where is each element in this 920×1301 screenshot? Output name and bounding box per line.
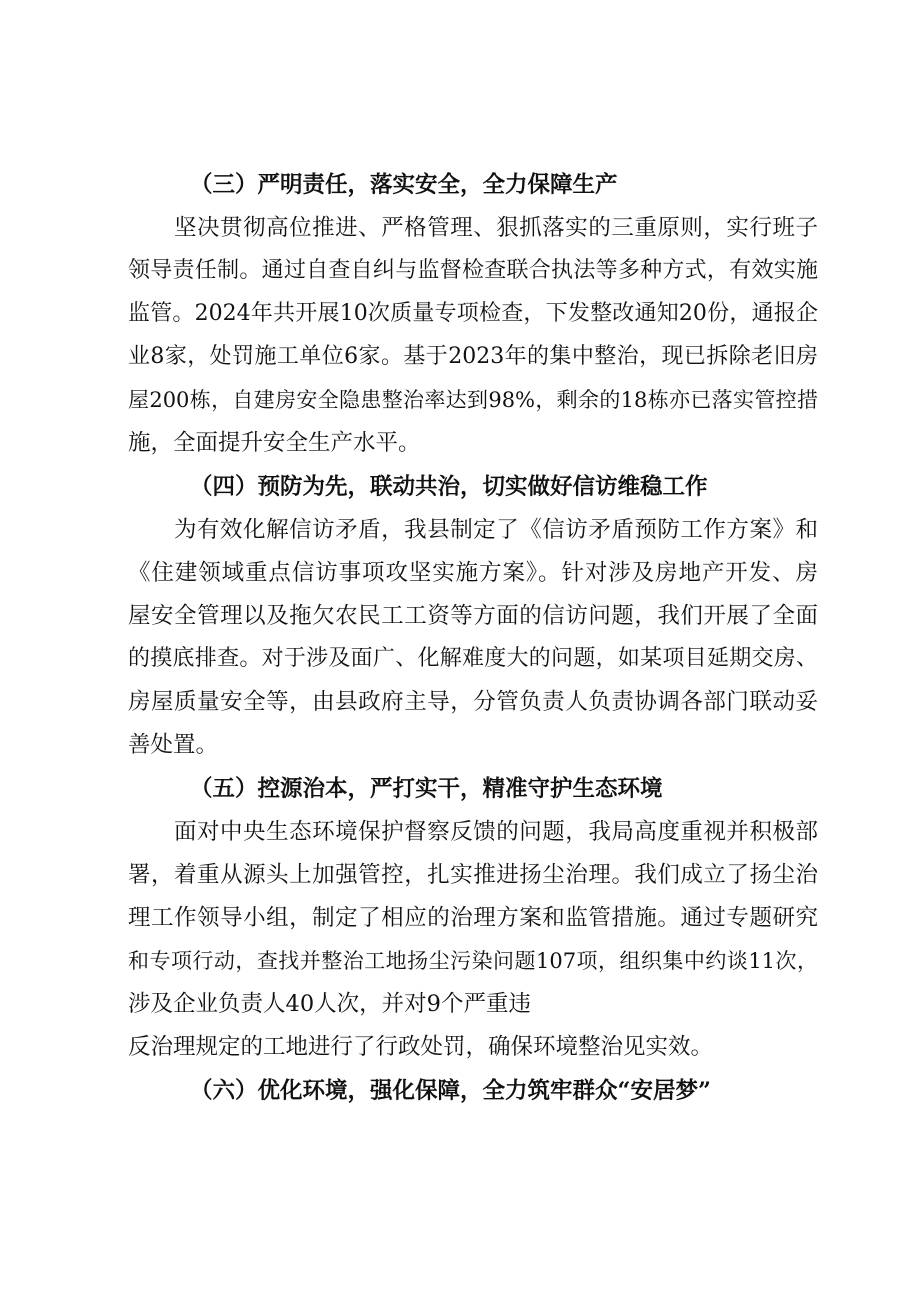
paragraph-line: 屋200栋，自建房安全隐患整治率达到98%，剩余的18栋亦已落实管控措: [128, 388, 818, 412]
paragraph-line: 领导责任制。通过自查自纠与监督检查联合执法等多种方式，有效实施: [128, 258, 818, 283]
paragraph-line: 理工作领导小组，制定了相应的治理方案和监管措施。通过专题研究: [128, 905, 818, 931]
paragraph-line: 署，着重从源头上加强管控，扎实推进扬尘治理。我们成立了扬尘治: [128, 862, 818, 888]
paragraph-line: 反治理规定的工地进行了行政处罚，确保环境整治见实效。: [128, 1034, 714, 1060]
paragraph-line: 坚决贯彻高位推进、严格管理、狠抓落实的三重原则，实行班子: [174, 215, 818, 241]
section-heading: （五）控源治本，严打实干，精准守护生态环境: [190, 776, 663, 802]
paragraph-line: 施，全面提升安全生产水平。: [128, 430, 421, 456]
paragraph-line: 善处置。: [128, 732, 219, 758]
paragraph-line: 涉及企业负责人40人次，并对9个严重违: [128, 991, 531, 1017]
section-heading: （四）预防为先，联动共治，切实做好信访维稳工作: [190, 474, 708, 500]
paragraph-line: 和专项行动，查找并整治工地扬尘污染问题107项，组织集中约谈11次，: [128, 949, 818, 973]
paragraph-line: 《住建领域重点信访事项攻坚实施方案》。针对涉及房地产开发、房: [128, 560, 818, 586]
paragraph-line: 面对中央生态环境保护督察反馈的问题，我局高度重视并积极部: [174, 819, 818, 845]
paragraph-line: 监管。2024年共开展10次质量专项检查，下发整改通知20份，通报企: [128, 301, 818, 326]
section-heading: （三）严明责任，落实安全，全力保障生产: [190, 172, 618, 198]
paragraph-line: 为有效化解信访矛盾，我县制定了《信访矛盾预防工作方案》和: [174, 517, 818, 543]
paragraph-line: 业8家，处罚施工单位6家。基于2023年的集中整治，现已拆除老旧房: [128, 344, 818, 369]
paragraph-line: 房屋质量安全等，由县政府主导，分管负责人负责协调各部门联动妥: [128, 689, 818, 715]
section-heading: （六）优化环境，强化保障，全力筑牢群众“安居梦”: [190, 1078, 711, 1104]
paragraph-line: 屋安全管理以及拖欠农民工工资等方面的信访问题，我们开展了全面: [128, 603, 818, 629]
paragraph-line: 的摸底排查。对于涉及面广、化解难度大的问题，如某项目延期交房、: [128, 646, 818, 671]
